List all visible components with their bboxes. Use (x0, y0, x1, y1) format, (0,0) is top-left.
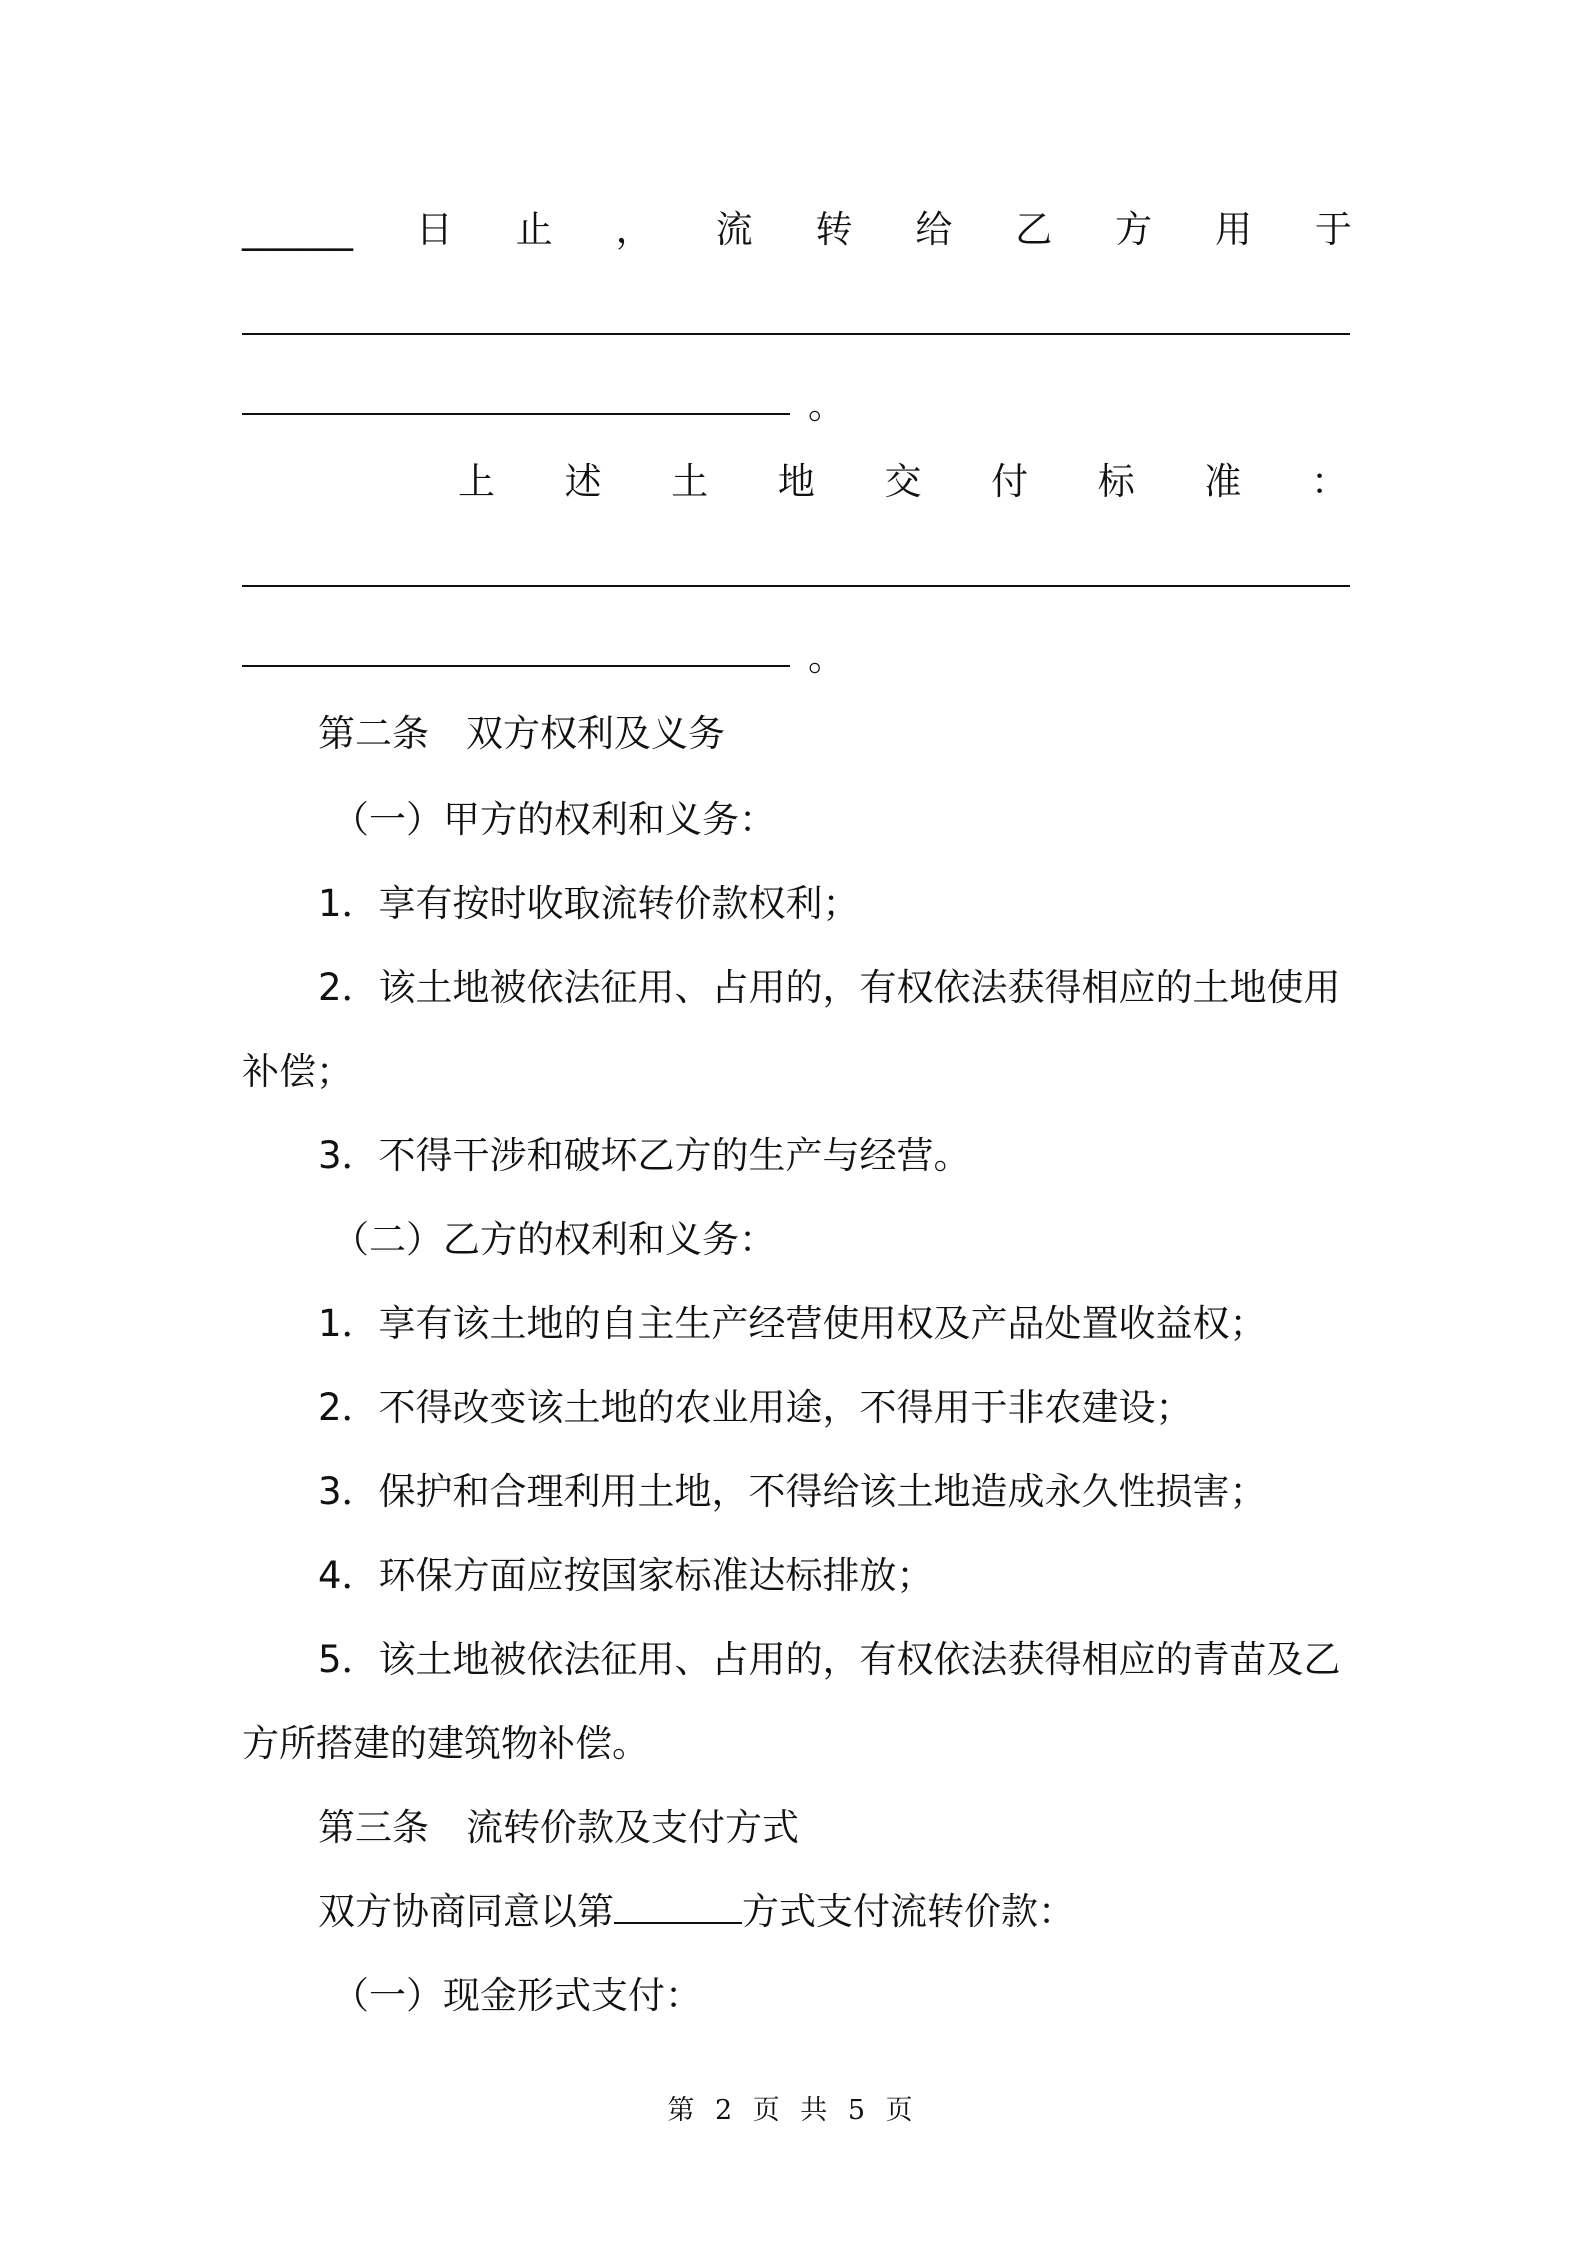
delivery-period: 。 (808, 636, 845, 679)
usage-fill-rule-short (242, 413, 790, 415)
party-a-item: 1．享有按时收取流转价款权利； (318, 882, 860, 925)
delivery-fill-rule (242, 585, 1350, 587)
payment-method-blank (614, 1892, 742, 1924)
party-b-item: 3．保护和合理利用土地，不得给该土地造成永久性损害； (318, 1470, 1267, 1513)
delivery-standard-line (458, 458, 1348, 506)
party-b-item: 1．享有该土地的自主生产经营使用权及产品处置收益权； (318, 1302, 1267, 1345)
party-a-item-continued: 补偿； (242, 1050, 353, 1093)
payment-prefix: 双方协商同意以第 (318, 1890, 614, 1933)
date-blank: ______ (242, 208, 353, 251)
usage-fill-rule (242, 333, 1350, 335)
char: 准 (1204, 460, 1242, 503)
party-a-item: 2．该土地被依法征用、占用的，有权依法获得相应的土地使用 (318, 966, 1341, 1009)
party-b-item: 5．该土地被依法征用、占用的，有权依法获得相应的青苗及乙 (318, 1638, 1341, 1681)
char: 给 (915, 208, 953, 251)
party-b-heading: （二）乙方的权利和义务： (332, 1218, 776, 1261)
payment-suffix: 方式支付流转价款： (742, 1890, 1075, 1933)
char: ， (615, 208, 653, 251)
char: 转 (815, 208, 853, 251)
char: 述 (564, 460, 602, 503)
char: 土 (671, 460, 709, 503)
char: 日 (415, 208, 453, 251)
char: 止 (515, 208, 553, 251)
char: 标 (1097, 460, 1135, 503)
char: 交 (884, 460, 922, 503)
char: 上 (458, 460, 495, 503)
payment-method-line (318, 1888, 1428, 1936)
char: 方 (1115, 208, 1153, 251)
party-b-item: 2．不得改变该土地的农业用途，不得用于非农建设； (318, 1386, 1193, 1429)
char: 用 (1215, 208, 1253, 251)
cash-payment-heading: （一）现金形式支付： (332, 1974, 702, 2017)
char: 于 (1314, 208, 1352, 251)
char: 流 (715, 208, 753, 251)
party-a-heading: （一）甲方的权利和义务： (332, 798, 776, 841)
char: 乙 (1015, 208, 1053, 251)
article-3-title: 第三条 流转价款及支付方式 (318, 1806, 799, 1849)
party-b-item: 4．环保方面应按国家标准达标排放； (318, 1554, 934, 1597)
duration-line (242, 206, 1352, 254)
char: 付 (991, 460, 1029, 503)
page-number-footer: 第 2 页 共 5 页 (667, 2095, 919, 2126)
party-b-item-continued: 方所搭建的建筑物补偿。 (242, 1722, 649, 1765)
usage-period: 。 (808, 384, 845, 427)
delivery-fill-rule-short (242, 665, 790, 667)
party-a-item: 3．不得干涉和破坏乙方的生产与经营。 (318, 1134, 971, 1177)
char: 地 (777, 460, 815, 503)
char: ： (1311, 460, 1348, 503)
article-2-title: 第二条 双方权利及义务 (318, 712, 725, 755)
